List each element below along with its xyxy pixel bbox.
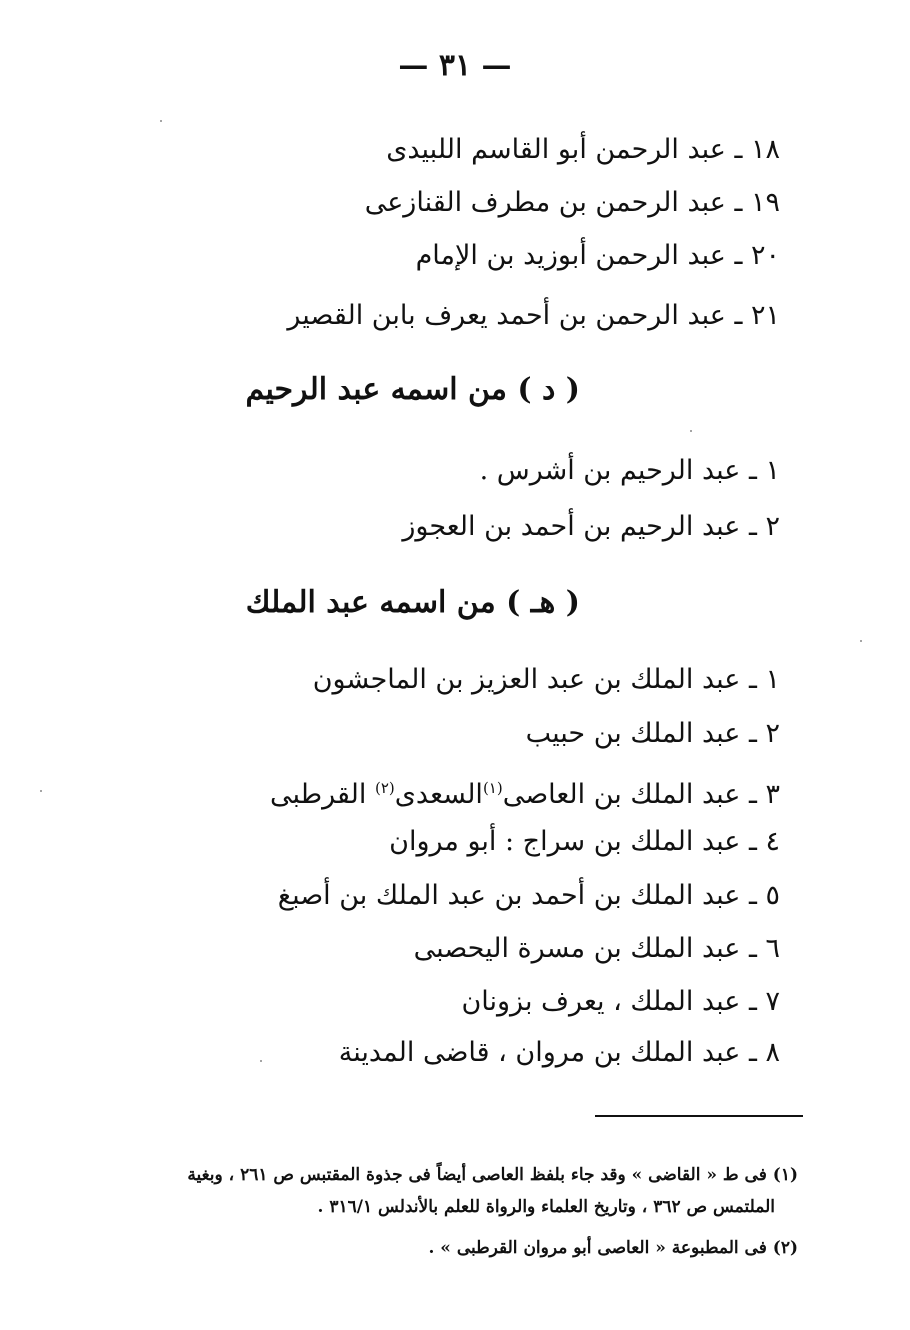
scan-speck <box>860 640 862 642</box>
list-item: ١٨ ـ عبد الرحمن أبو القاسم اللبيدى <box>386 134 780 165</box>
list-item: ٦ ـ عبد الملك بن مسرة اليحصبى <box>413 933 780 964</box>
scan-speck <box>40 790 42 792</box>
list-item: ٥ ـ عبد الملك بن أحمد بن عبد الملك بن أصبغ <box>277 880 780 911</box>
list-item: ٢ ـ عبد الرحيم بن أحمد بن العجوز <box>402 511 780 542</box>
section-heading-d: ( د ) من اسمه عبد الرحيم <box>245 372 580 407</box>
list-item: ٢ ـ عبد الملك بن حبيب <box>525 718 780 749</box>
scan-speck <box>260 1060 262 1062</box>
list-item: ١ ـ عبد الرحيم بن أشرس . <box>479 455 780 486</box>
scan-speck <box>690 430 692 432</box>
scan-speck <box>160 120 162 122</box>
list-item: ٨ ـ عبد الملك بن مروان ، قاضى المدينة <box>338 1037 780 1068</box>
footnote: (٢) فى المطبوعة « العاصى أبو مروان القرطبى » . <box>428 1238 798 1258</box>
footnote-continuation: الملتمس ص ٣٦٢ ، وتاريخ العلماء والرواة للعلم بالأندلس ٣١٦/١ . <box>317 1197 775 1217</box>
list-item <box>270 768 780 815</box>
footnote: (١) فى ط « القاضى » وقد جاء بلفظ العاصى أيضاً فى جذوة المقتبس ص ٢٦١ ، وبغية <box>187 1165 798 1185</box>
list-item: ٢١ ـ عبد الرحمن بن أحمد يعرف بابن القصير <box>287 300 780 331</box>
footnote-marker: (٢) <box>375 779 395 797</box>
list-item: ٢٠ ـ عبد الرحمن أبوزيد بن الإمام <box>415 240 780 271</box>
section-heading-h: ( هـ ) من اسمه عبد الملك <box>245 585 580 620</box>
entry-text: القرطبى <box>269 779 375 810</box>
footnote-divider <box>595 1115 803 1117</box>
entry-text: ٣ ـ عبد الملك بن العاصى <box>502 779 780 810</box>
list-item: ٧ ـ عبد الملك ، يعرف بزونان <box>461 986 780 1017</box>
list-item: ١ ـ عبد الملك بن عبد العزيز بن الماجشون <box>312 664 780 695</box>
list-item: ٤ ـ عبد الملك بن سراج : أبو مروان <box>389 826 780 857</box>
page-number: — ٣١ — <box>398 48 512 83</box>
entry-text: السعدى <box>394 779 483 810</box>
footnote-marker: (١) <box>482 779 503 797</box>
list-item: ١٩ ـ عبد الرحمن بن مطرف القنازعى <box>364 187 780 218</box>
